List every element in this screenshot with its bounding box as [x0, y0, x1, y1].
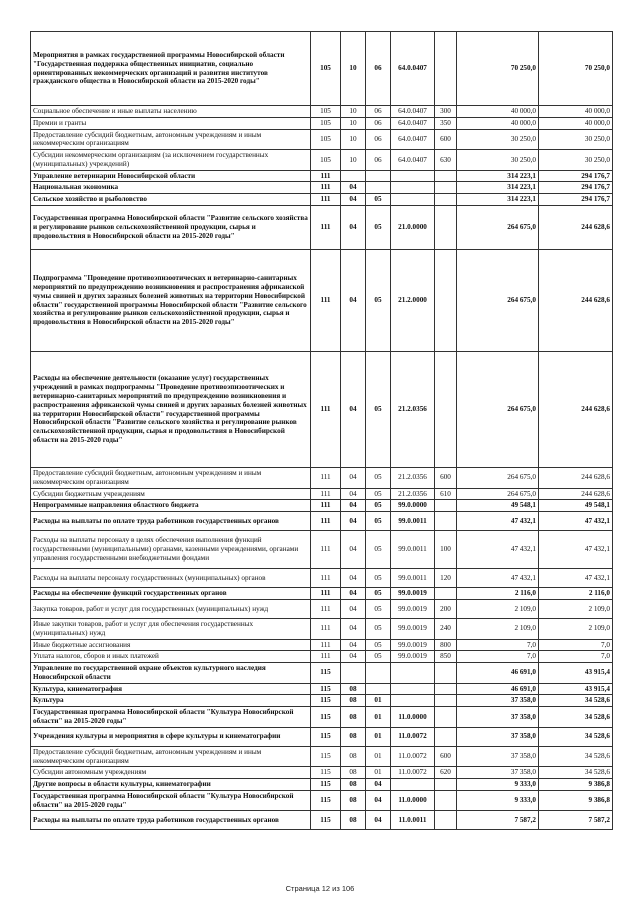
- row-section: 04: [341, 588, 366, 600]
- row-subsection: 05: [366, 599, 391, 618]
- row-grbs: 105: [311, 129, 341, 150]
- row-expense-type: [435, 32, 457, 106]
- row-section: 08: [341, 727, 366, 746]
- row-subsection: 05: [366, 194, 391, 206]
- row-expense-type: [435, 500, 457, 512]
- row-target-article: [391, 170, 435, 182]
- row-subsection: 04: [366, 790, 391, 811]
- row-section: 08: [341, 779, 366, 791]
- row-amount-a: 40 000,0: [457, 117, 539, 129]
- row-section: 04: [341, 488, 366, 500]
- table-row: [31, 468, 613, 489]
- row-name: Иные закупки товаров, работ и услуг для обеспечения государственных (муниципальных) нужд: [31, 618, 311, 639]
- row-target-article: [391, 695, 435, 707]
- row-subsection: 05: [366, 500, 391, 512]
- row-section: 04: [341, 194, 366, 206]
- row-grbs: 111: [311, 569, 341, 588]
- table-row: [31, 531, 613, 569]
- row-expense-type: [435, 695, 457, 707]
- row-name: Подпрограмма "Проведение противоэпизоотических и ветеринарно-санитарных мероприятий по предупреждению возникновения и распространения африканской чумы свиней и других заразных болезней животных на территории Новосибирской области" государственной программы Новосибирской области "Развитие сельского хозяйства и регулирование рынков сельскохозяйственной продукции, сырья и продовольствия в Новосибирской области на 2015-2020 годы": [31, 250, 311, 352]
- row-amount-b: 294 176,7: [539, 194, 613, 206]
- row-expense-type: [435, 707, 457, 728]
- row-subsection: 05: [366, 588, 391, 600]
- row-name: Иные бюджетные ассигнования: [31, 639, 311, 651]
- row-amount-b: 244 628,6: [539, 468, 613, 489]
- row-amount-a: 47 432,1: [457, 512, 539, 531]
- row-section: 08: [341, 811, 366, 830]
- row-expense-type: 350: [435, 117, 457, 129]
- row-expense-type: 200: [435, 599, 457, 618]
- row-grbs: 105: [311, 106, 341, 118]
- row-target-article: 99.0.0019: [391, 588, 435, 600]
- row-subsection: 05: [366, 531, 391, 569]
- row-expense-type: 600: [435, 129, 457, 150]
- table-row: [31, 500, 613, 512]
- row-expense-type: [435, 683, 457, 695]
- row-amount-a: 264 675,0: [457, 352, 539, 468]
- row-amount-a: 314 223,1: [457, 194, 539, 206]
- row-grbs: 111: [311, 488, 341, 500]
- row-amount-b: 244 628,6: [539, 206, 613, 250]
- table-row: [31, 106, 613, 118]
- row-amount-b: 7,0: [539, 651, 613, 663]
- row-grbs: 111: [311, 531, 341, 569]
- row-subsection: 01: [366, 695, 391, 707]
- row-expense-type: 610: [435, 488, 457, 500]
- row-grbs: 111: [311, 651, 341, 663]
- row-target-article: 99.0.0019: [391, 651, 435, 663]
- row-target-article: [391, 779, 435, 791]
- table-row: [31, 588, 613, 600]
- table-row: [31, 512, 613, 531]
- row-target-article: 99.0.0019: [391, 618, 435, 639]
- row-subsection: [366, 663, 391, 684]
- row-amount-a: 30 250,0: [457, 150, 539, 171]
- row-grbs: 115: [311, 695, 341, 707]
- row-amount-a: 46 691,0: [457, 663, 539, 684]
- row-amount-a: 37 358,0: [457, 727, 539, 746]
- row-section: 04: [341, 599, 366, 618]
- row-target-article: 21.2.0356: [391, 468, 435, 489]
- row-amount-b: 47 432,1: [539, 512, 613, 531]
- row-amount-a: 37 358,0: [457, 695, 539, 707]
- table-row: [31, 150, 613, 171]
- row-expense-type: 800: [435, 639, 457, 651]
- row-name: Сельское хозяйство и рыболовство: [31, 194, 311, 206]
- row-target-article: 99.0.0019: [391, 639, 435, 651]
- table-row: [31, 250, 613, 352]
- row-name: Национальная экономика: [31, 182, 311, 194]
- row-section: 10: [341, 117, 366, 129]
- row-amount-b: 294 176,7: [539, 170, 613, 182]
- row-grbs: 105: [311, 150, 341, 171]
- row-target-article: [391, 663, 435, 684]
- row-expense-type: [435, 779, 457, 791]
- row-name: Предоставление субсидий бюджетным, автономным учреждениям и иным некоммерческим организациям: [31, 746, 311, 767]
- row-subsection: 05: [366, 618, 391, 639]
- row-subsection: 01: [366, 746, 391, 767]
- row-grbs: 111: [311, 618, 341, 639]
- row-target-article: [391, 683, 435, 695]
- row-amount-b: 34 528,6: [539, 746, 613, 767]
- row-amount-b: 30 250,0: [539, 150, 613, 171]
- row-section: 04: [341, 618, 366, 639]
- row-subsection: 05: [366, 352, 391, 468]
- row-name: Субсидии автономным учреждениям: [31, 767, 311, 779]
- row-amount-b: 9 386,8: [539, 779, 613, 791]
- row-section: 04: [341, 206, 366, 250]
- row-name: Государственная программа Новосибирской области "Культура Новосибирской области" на 2015-2020 годы": [31, 790, 311, 811]
- table-row: [31, 618, 613, 639]
- row-name: Государственная программа Новосибирской области "Культура Новосибирской области" на 2015-2020 годы": [31, 707, 311, 728]
- row-name: Расходы на выплаты по оплате труда работников государственных органов: [31, 512, 311, 531]
- row-expense-type: [435, 663, 457, 684]
- row-expense-type: [435, 790, 457, 811]
- table-row: [31, 129, 613, 150]
- row-subsection: 01: [366, 767, 391, 779]
- row-grbs: 115: [311, 746, 341, 767]
- row-name: Непрограммные направления областного бюджета: [31, 500, 311, 512]
- row-expense-type: 600: [435, 746, 457, 767]
- row-expense-type: 300: [435, 106, 457, 118]
- table-row: [31, 117, 613, 129]
- row-target-article: 99.0.0011: [391, 531, 435, 569]
- row-amount-b: 294 176,7: [539, 182, 613, 194]
- row-amount-a: 30 250,0: [457, 129, 539, 150]
- row-target-article: 21.2.0356: [391, 488, 435, 500]
- row-amount-b: 40 000,0: [539, 117, 613, 129]
- table-row: [31, 182, 613, 194]
- row-expense-type: [435, 588, 457, 600]
- row-target-article: 11.0.0000: [391, 790, 435, 811]
- row-grbs: 115: [311, 790, 341, 811]
- row-amount-a: 314 223,1: [457, 170, 539, 182]
- table-row: [31, 727, 613, 746]
- row-section: 08: [341, 790, 366, 811]
- row-expense-type: [435, 352, 457, 468]
- row-grbs: 115: [311, 767, 341, 779]
- row-grbs: 115: [311, 811, 341, 830]
- row-grbs: 105: [311, 117, 341, 129]
- row-amount-a: 314 223,1: [457, 182, 539, 194]
- row-section: 08: [341, 695, 366, 707]
- row-expense-type: 120: [435, 569, 457, 588]
- row-expense-type: [435, 206, 457, 250]
- row-amount-a: 37 358,0: [457, 746, 539, 767]
- row-amount-b: 9 386,8: [539, 790, 613, 811]
- table-row: [31, 663, 613, 684]
- table-row: [31, 811, 613, 830]
- row-grbs: 111: [311, 352, 341, 468]
- row-section: 04: [341, 352, 366, 468]
- row-subsection: [366, 683, 391, 695]
- row-amount-a: 7,0: [457, 651, 539, 663]
- row-target-article: 64.0.0407: [391, 129, 435, 150]
- row-amount-b: 2 109,0: [539, 618, 613, 639]
- row-target-article: 64.0.0407: [391, 117, 435, 129]
- row-amount-a: 46 691,0: [457, 683, 539, 695]
- row-subsection: 05: [366, 651, 391, 663]
- row-amount-b: 43 915,4: [539, 683, 613, 695]
- row-amount-b: 34 528,6: [539, 695, 613, 707]
- row-target-article: 11.0.0000: [391, 707, 435, 728]
- table-row: [31, 695, 613, 707]
- table-row: [31, 767, 613, 779]
- row-name: Управление ветеринарии Новосибирской области: [31, 170, 311, 182]
- row-grbs: 115: [311, 707, 341, 728]
- table-row: [31, 170, 613, 182]
- row-target-article: 11.0.0011: [391, 811, 435, 830]
- row-name: Закупка товаров, работ и услуг для государственных (муниципальных) нужд: [31, 599, 311, 618]
- row-grbs: 111: [311, 206, 341, 250]
- row-target-article: 99.0.0019: [391, 599, 435, 618]
- row-section: 10: [341, 32, 366, 106]
- row-name: Субсидии бюджетным учреждениям: [31, 488, 311, 500]
- table-row: [31, 790, 613, 811]
- row-grbs: 111: [311, 194, 341, 206]
- row-subsection: 01: [366, 707, 391, 728]
- row-subsection: 05: [366, 468, 391, 489]
- row-amount-a: 40 000,0: [457, 106, 539, 118]
- row-subsection: 05: [366, 512, 391, 531]
- row-amount-a: 7,0: [457, 639, 539, 651]
- table-row: [31, 194, 613, 206]
- row-name: Расходы на выплаты персоналу государственных (муниципальных) органов: [31, 569, 311, 588]
- row-target-article: 21.0.0000: [391, 206, 435, 250]
- row-amount-a: 264 675,0: [457, 488, 539, 500]
- row-expense-type: 240: [435, 618, 457, 639]
- row-amount-b: 244 628,6: [539, 488, 613, 500]
- row-amount-b: 34 528,6: [539, 707, 613, 728]
- row-name: Мероприятия в рамках государственной программы Новосибирской области "Государственная поддержка общественных инициатив, социально ориентированных некоммерческих организаций и развития институтов гражданского общества в Новосибирской области на 2015-2020 годы": [31, 32, 311, 106]
- row-section: [341, 170, 366, 182]
- row-amount-a: 47 432,1: [457, 531, 539, 569]
- row-expense-type: 850: [435, 651, 457, 663]
- row-amount-a: 264 675,0: [457, 250, 539, 352]
- row-section: 04: [341, 639, 366, 651]
- table-row: [31, 32, 613, 106]
- row-target-article: 64.0.0407: [391, 150, 435, 171]
- table-row: [31, 206, 613, 250]
- row-name: Управление по государственной охране объектов культурного наследия Новосибирской области: [31, 663, 311, 684]
- row-amount-a: 2 116,0: [457, 588, 539, 600]
- row-target-article: [391, 182, 435, 194]
- table-row: [31, 599, 613, 618]
- row-subsection: 06: [366, 117, 391, 129]
- row-amount-a: 9 333,0: [457, 779, 539, 791]
- row-expense-type: [435, 194, 457, 206]
- row-amount-b: 47 432,1: [539, 569, 613, 588]
- row-target-article: 99.0.0011: [391, 569, 435, 588]
- row-grbs: 115: [311, 663, 341, 684]
- row-section: 10: [341, 106, 366, 118]
- row-amount-a: 2 109,0: [457, 599, 539, 618]
- row-grbs: 111: [311, 588, 341, 600]
- table-row: [31, 707, 613, 728]
- table-row: [31, 683, 613, 695]
- row-target-article: 21.2.0356: [391, 352, 435, 468]
- row-expense-type: [435, 170, 457, 182]
- row-name: Уплата налогов, сборов и иных платежей: [31, 651, 311, 663]
- row-amount-a: 7 587,2: [457, 811, 539, 830]
- row-section: 10: [341, 129, 366, 150]
- row-grbs: 111: [311, 468, 341, 489]
- table-body: [31, 32, 613, 830]
- row-amount-a: 37 358,0: [457, 767, 539, 779]
- row-amount-b: 43 915,4: [539, 663, 613, 684]
- table-row: [31, 639, 613, 651]
- row-amount-a: 9 333,0: [457, 790, 539, 811]
- row-target-article: 11.0.0072: [391, 727, 435, 746]
- row-grbs: 115: [311, 779, 341, 791]
- row-amount-b: 244 628,6: [539, 250, 613, 352]
- row-expense-type: [435, 182, 457, 194]
- row-amount-a: 37 358,0: [457, 707, 539, 728]
- row-amount-b: 47 432,1: [539, 531, 613, 569]
- row-amount-b: 30 250,0: [539, 129, 613, 150]
- row-expense-type: [435, 512, 457, 531]
- row-subsection: 04: [366, 779, 391, 791]
- row-amount-b: 7,0: [539, 639, 613, 651]
- row-amount-b: 7 587,2: [539, 811, 613, 830]
- row-expense-type: [435, 727, 457, 746]
- row-amount-b: 70 250,0: [539, 32, 613, 106]
- row-section: 04: [341, 531, 366, 569]
- row-amount-a: 70 250,0: [457, 32, 539, 106]
- row-name: Культура: [31, 695, 311, 707]
- row-subsection: 01: [366, 727, 391, 746]
- row-subsection: [366, 182, 391, 194]
- row-section: 10: [341, 150, 366, 171]
- row-section: 04: [341, 468, 366, 489]
- row-name: Премии и гранты: [31, 117, 311, 129]
- row-amount-b: 34 528,6: [539, 767, 613, 779]
- row-amount-a: 49 548,1: [457, 500, 539, 512]
- row-target-article: [391, 194, 435, 206]
- row-name: Предоставление субсидий бюджетным, автономным учреждениям и иным некоммерческим организациям: [31, 468, 311, 489]
- row-amount-a: 2 109,0: [457, 618, 539, 639]
- row-amount-b: 49 548,1: [539, 500, 613, 512]
- row-subsection: 06: [366, 129, 391, 150]
- row-name: Субсидии некоммерческим организациям (за исключением государственных (муниципальных) учреждений): [31, 150, 311, 171]
- row-target-article: 64.0.0407: [391, 32, 435, 106]
- row-expense-type: 620: [435, 767, 457, 779]
- row-grbs: 115: [311, 683, 341, 695]
- row-section: 04: [341, 651, 366, 663]
- row-name: Культура, кинематография: [31, 683, 311, 695]
- row-section: 04: [341, 569, 366, 588]
- row-name: Социальное обеспечение и иные выплаты населению: [31, 106, 311, 118]
- row-section: 08: [341, 767, 366, 779]
- table-row: [31, 651, 613, 663]
- row-section: [341, 663, 366, 684]
- row-amount-b: 244 628,6: [539, 352, 613, 468]
- table-row: [31, 569, 613, 588]
- row-grbs: 115: [311, 727, 341, 746]
- row-amount-b: 40 000,0: [539, 106, 613, 118]
- row-expense-type: [435, 811, 457, 830]
- row-section: 08: [341, 683, 366, 695]
- row-name: Расходы на выплаты по оплате труда работников государственных органов: [31, 811, 311, 830]
- row-grbs: 111: [311, 639, 341, 651]
- row-subsection: 05: [366, 206, 391, 250]
- row-section: 08: [341, 707, 366, 728]
- table-row: [31, 746, 613, 767]
- row-section: 04: [341, 182, 366, 194]
- row-grbs: 111: [311, 500, 341, 512]
- row-grbs: 111: [311, 182, 341, 194]
- row-name: Государственная программа Новосибирской области "Развитие сельского хозяйства и регулирование рынков сельскохозяйственной продукции, сырья и продовольствия в Новосибирской области на 2015-2020 годы": [31, 206, 311, 250]
- table-row: [31, 352, 613, 468]
- row-name: Предоставление субсидий бюджетным, автономным учреждениям и иным некоммерческим организациям: [31, 129, 311, 150]
- row-grbs: 111: [311, 170, 341, 182]
- row-target-article: 99.0.0000: [391, 500, 435, 512]
- row-subsection: 05: [366, 569, 391, 588]
- row-target-article: 21.2.0000: [391, 250, 435, 352]
- row-amount-a: 47 432,1: [457, 569, 539, 588]
- table-row: [31, 488, 613, 500]
- row-subsection: 06: [366, 106, 391, 118]
- row-expense-type: [435, 250, 457, 352]
- row-name: Учреждения культуры и мероприятия в сфере культуры и кинематографии: [31, 727, 311, 746]
- row-name: Другие вопросы в области культуры, кинематографии: [31, 779, 311, 791]
- row-amount-b: 2 109,0: [539, 599, 613, 618]
- row-grbs: 105: [311, 32, 341, 106]
- row-amount-b: 34 528,6: [539, 727, 613, 746]
- row-subsection: 05: [366, 488, 391, 500]
- row-grbs: 111: [311, 250, 341, 352]
- row-target-article: 11.0.0072: [391, 767, 435, 779]
- row-grbs: 111: [311, 512, 341, 531]
- row-expense-type: 630: [435, 150, 457, 171]
- budget-table: [30, 31, 613, 830]
- table-row: [31, 779, 613, 791]
- row-subsection: 04: [366, 811, 391, 830]
- row-grbs: 111: [311, 599, 341, 618]
- row-section: 04: [341, 500, 366, 512]
- page-number: Страница 12 из 106: [285, 884, 355, 893]
- row-expense-type: 600: [435, 468, 457, 489]
- row-expense-type: 100: [435, 531, 457, 569]
- row-subsection: 06: [366, 32, 391, 106]
- row-section: 04: [341, 512, 366, 531]
- row-subsection: 06: [366, 150, 391, 171]
- row-name: Расходы на обеспечение функций государственных органов: [31, 588, 311, 600]
- row-subsection: 05: [366, 250, 391, 352]
- row-subsection: [366, 170, 391, 182]
- row-target-article: 11.0.0072: [391, 746, 435, 767]
- row-section: 04: [341, 250, 366, 352]
- row-target-article: 99.0.0011: [391, 512, 435, 531]
- row-target-article: 64.0.0407: [391, 106, 435, 118]
- row-name: Расходы на выплаты персоналу в целях обеспечения выполнения функций государственными (муниципальными) органами, казенными учреждениями, органами управления государственными внебюджетными фондами: [31, 531, 311, 569]
- row-amount-b: 2 116,0: [539, 588, 613, 600]
- row-name: Расходы на обеспечение деятельности (оказание услуг) государственных учреждений в рамках подпрограммы "Проведение противоэпизоотических и ветеринарно-санитарных мероприятий по предупреждению возникновения и распространения африканской чумы свиней и других заразных болезней животных на территории Новосибирской области" государственной программы Новосибирской области "Развитие сельского хозяйства и регулирование рынков сельскохозяйственной продукции, сырья и продовольствия в Новосибирской области на 2015-2020 годы": [31, 352, 311, 468]
- row-amount-a: 264 675,0: [457, 468, 539, 489]
- row-section: 08: [341, 746, 366, 767]
- row-amount-a: 264 675,0: [457, 206, 539, 250]
- row-subsection: 05: [366, 639, 391, 651]
